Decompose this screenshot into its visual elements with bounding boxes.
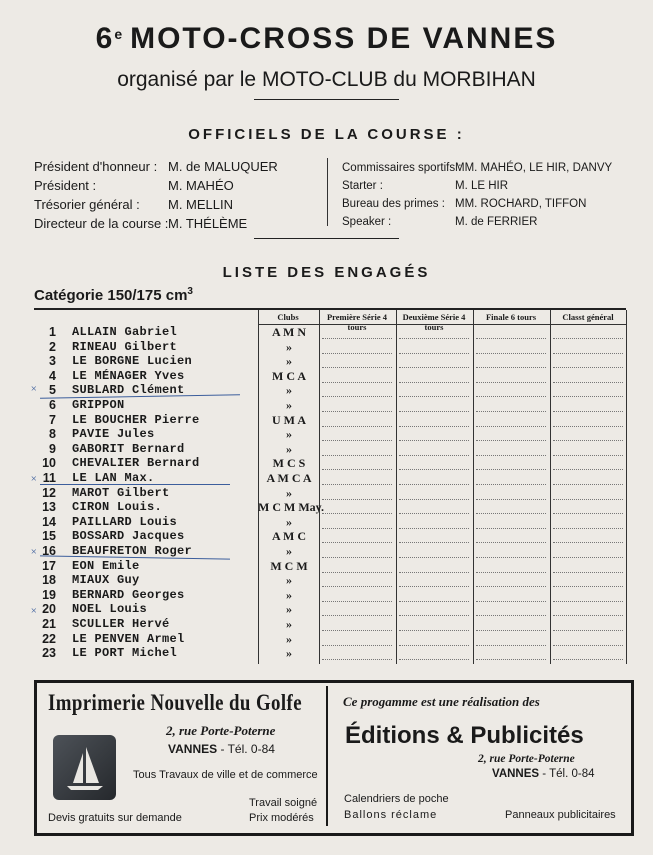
row-club: » bbox=[286, 617, 292, 631]
row-number: 17 bbox=[42, 559, 56, 573]
official-row bbox=[34, 195, 278, 214]
score-cell bbox=[476, 338, 546, 339]
official-label: Trésorier général : bbox=[34, 197, 140, 212]
column-header-clubs: Clubs bbox=[277, 312, 299, 322]
score-cell bbox=[476, 615, 546, 616]
row-number: 14 bbox=[42, 515, 56, 529]
row-number: 4 bbox=[49, 369, 56, 383]
row-name: BOSSARD Jacques bbox=[72, 529, 185, 543]
score-cell bbox=[322, 367, 392, 368]
row-name: PAILLARD Louis bbox=[72, 515, 178, 529]
score-cell bbox=[322, 411, 392, 412]
score-cell bbox=[553, 411, 623, 412]
row-name: LE PORT Michel bbox=[72, 646, 178, 660]
row-club: » bbox=[286, 340, 292, 354]
score-cell bbox=[553, 615, 623, 616]
row-name: MIAUX Guy bbox=[72, 573, 140, 587]
title-text: MOTO-CROSS DE VANNES bbox=[130, 22, 558, 55]
score-cell bbox=[553, 469, 623, 470]
score-cell bbox=[476, 396, 546, 397]
row-name: CHEVALIER Bernard bbox=[72, 456, 200, 470]
printer-name: Imprimerie Nouvelle du Golfe bbox=[48, 690, 303, 715]
table-top-rule bbox=[34, 308, 626, 310]
sailboat-icon bbox=[53, 735, 116, 800]
score-cell bbox=[553, 367, 623, 368]
editions-city-line bbox=[492, 768, 594, 780]
score-cell bbox=[399, 411, 469, 412]
table-row bbox=[0, 398, 653, 413]
table-row bbox=[0, 325, 653, 340]
score-cell bbox=[553, 630, 623, 631]
officiels-right bbox=[342, 159, 612, 231]
score-cell bbox=[322, 440, 392, 441]
score-cell bbox=[322, 513, 392, 514]
row-number: 3 bbox=[49, 354, 56, 368]
ink-mark: × bbox=[30, 546, 38, 558]
score-cell bbox=[399, 440, 469, 441]
official-value: M. MELLIN bbox=[168, 197, 234, 212]
table-row bbox=[0, 354, 653, 369]
row-club: M C S bbox=[272, 456, 306, 470]
official-label: Commissaires sportifs : bbox=[342, 162, 462, 174]
row-club: » bbox=[286, 646, 292, 660]
score-cell bbox=[476, 411, 546, 412]
row-club: M C M bbox=[270, 559, 308, 573]
official-label: Président d'honneur : bbox=[34, 159, 158, 174]
score-cell bbox=[553, 542, 623, 543]
score-cell bbox=[476, 367, 546, 368]
row-club: A M C A bbox=[266, 471, 312, 485]
row-number: 8 bbox=[49, 427, 56, 441]
score-cell bbox=[399, 615, 469, 616]
row-club: U M A bbox=[272, 413, 306, 427]
score-cell bbox=[553, 659, 623, 660]
subtitle-region: MORBIHAN bbox=[422, 68, 536, 91]
row-name: LE MÉNAGER Yves bbox=[72, 369, 185, 383]
score-cell bbox=[399, 659, 469, 660]
table-row bbox=[0, 486, 653, 501]
category-sup: 3 bbox=[187, 286, 193, 297]
column-header-classement: Classt général bbox=[562, 312, 614, 322]
score-cell bbox=[553, 440, 623, 441]
score-cell bbox=[476, 542, 546, 543]
row-number: 1 bbox=[49, 325, 56, 339]
edition-sup: e bbox=[114, 26, 125, 42]
official-row bbox=[34, 157, 278, 176]
table-row bbox=[0, 573, 653, 588]
score-cell bbox=[322, 484, 392, 485]
table-row bbox=[0, 500, 653, 515]
row-club: M C M May. bbox=[258, 500, 324, 514]
score-cell bbox=[322, 542, 392, 543]
row-name: ALLAIN Gabriel bbox=[72, 325, 178, 339]
row-name: BEAUFRETON Roger bbox=[72, 544, 193, 558]
edition-number: 6 bbox=[95, 22, 115, 55]
editions-city: VANNES bbox=[492, 768, 540, 780]
row-name: LE BORGNE Lucien bbox=[72, 354, 193, 368]
row-club: » bbox=[286, 632, 292, 646]
row-number: 18 bbox=[42, 573, 56, 587]
score-cell bbox=[553, 586, 623, 587]
page-title bbox=[0, 22, 653, 56]
score-cell bbox=[322, 659, 392, 660]
row-number: 6 bbox=[49, 398, 56, 412]
liste-heading: LISTE DES ENGAGÉS bbox=[222, 264, 431, 281]
table-row bbox=[0, 456, 653, 471]
score-cell bbox=[322, 557, 392, 558]
score-cell bbox=[399, 338, 469, 339]
column-header-serie2: Deuxième Série 4 tours bbox=[402, 312, 466, 332]
row-name: NOEL Louis bbox=[72, 602, 148, 616]
official-label: Speaker : bbox=[342, 216, 392, 228]
official-label: Starter : bbox=[342, 180, 383, 192]
printer-logo bbox=[53, 735, 116, 800]
score-cell bbox=[399, 557, 469, 558]
score-cell bbox=[399, 469, 469, 470]
row-club: » bbox=[286, 442, 292, 456]
official-label: Bureau des primes : bbox=[342, 198, 445, 210]
row-name: BERNARD Georges bbox=[72, 588, 185, 602]
official-value: M. LE HIR bbox=[455, 180, 509, 192]
row-name: RINEAU Gilbert bbox=[72, 340, 178, 354]
row-name: PAVIE Jules bbox=[72, 427, 155, 441]
table-row bbox=[0, 340, 653, 355]
row-name: LE LAN Max. bbox=[72, 471, 155, 485]
row-number: 22 bbox=[42, 632, 56, 646]
score-cell bbox=[399, 513, 469, 514]
row-name: LE BOUCHER Pierre bbox=[72, 413, 200, 427]
table-row bbox=[0, 427, 653, 442]
score-cell bbox=[399, 484, 469, 485]
row-name: MAROT Gilbert bbox=[72, 486, 170, 500]
strike-line bbox=[40, 484, 230, 485]
score-cell bbox=[476, 484, 546, 485]
divider-top bbox=[254, 99, 399, 100]
score-cell bbox=[322, 586, 392, 587]
score-cell bbox=[553, 484, 623, 485]
printer-quote: Devis gratuits sur demande bbox=[48, 812, 182, 824]
row-name: SUBLARD Clément bbox=[72, 383, 185, 397]
printer-city-line bbox=[168, 742, 275, 756]
table-row bbox=[0, 515, 653, 530]
official-value: M. THÉLÈME bbox=[168, 216, 248, 231]
officiels-separator bbox=[327, 158, 328, 226]
official-value: M. de MALUQUER bbox=[168, 159, 278, 174]
official-row bbox=[342, 213, 612, 231]
score-cell bbox=[322, 338, 392, 339]
row-club: » bbox=[286, 573, 292, 587]
official-value: MM. ROCHARD, TIFFON bbox=[455, 198, 587, 210]
row-name: LE PENVEN Armel bbox=[72, 632, 185, 646]
officiels-left bbox=[34, 157, 278, 233]
row-club: » bbox=[286, 515, 292, 529]
score-cell bbox=[476, 557, 546, 558]
row-name: EON Emile bbox=[72, 559, 140, 573]
ink-mark: × bbox=[30, 605, 38, 617]
row-number: 13 bbox=[42, 500, 56, 514]
score-cell bbox=[399, 630, 469, 631]
score-cell bbox=[399, 396, 469, 397]
table-row bbox=[0, 369, 653, 384]
row-number: 12 bbox=[42, 486, 56, 500]
table-row bbox=[0, 646, 653, 661]
score-cell bbox=[476, 659, 546, 660]
row-number: 15 bbox=[42, 529, 56, 543]
score-cell bbox=[322, 469, 392, 470]
editions-tel: - Tél. 0-84 bbox=[542, 768, 595, 780]
row-club: A M N bbox=[272, 325, 306, 339]
editions-name: Éditions & Publicités bbox=[345, 722, 584, 749]
divider-middle bbox=[254, 238, 399, 239]
row-name: GABORIT Bernard bbox=[72, 442, 185, 456]
row-number: 10 bbox=[42, 456, 56, 470]
subtitle bbox=[0, 68, 653, 92]
row-club: » bbox=[286, 383, 292, 397]
table-row bbox=[0, 559, 653, 574]
row-club: » bbox=[286, 588, 292, 602]
subtitle-prefix: organisé par le bbox=[117, 68, 262, 91]
row-number: 23 bbox=[42, 646, 56, 660]
editions-address: 2, rue Porte-Poterne bbox=[478, 753, 575, 765]
row-number: 7 bbox=[49, 413, 56, 427]
table-row bbox=[0, 602, 653, 617]
printer-services: Tous Travaux de ville et de commerce bbox=[133, 769, 318, 781]
score-cell bbox=[476, 513, 546, 514]
row-number: 9 bbox=[49, 442, 56, 456]
officiels-heading: OFFICIELS DE LA COURSE : bbox=[188, 126, 465, 143]
row-club: A M C bbox=[272, 529, 306, 543]
score-cell bbox=[322, 615, 392, 616]
score-cell bbox=[476, 469, 546, 470]
column-header-finale: Finale 6 tours bbox=[485, 312, 537, 322]
editions-item-2: Ballons réclame bbox=[344, 809, 438, 821]
row-club: » bbox=[286, 398, 292, 412]
score-cell bbox=[476, 630, 546, 631]
printer-tel: - Tél. 0-84 bbox=[220, 742, 275, 756]
official-row bbox=[342, 195, 612, 213]
score-cell bbox=[553, 513, 623, 514]
row-number: 16 bbox=[42, 544, 56, 558]
editions-tagline: Ce progamme est une réalisation des bbox=[343, 694, 540, 709]
subtitle-du: du bbox=[387, 68, 423, 91]
row-number: 21 bbox=[42, 617, 56, 631]
official-value: MM. MAHÉO, LE HIR, DANVY bbox=[455, 162, 613, 174]
official-value: M. MAHÉO bbox=[168, 178, 234, 193]
score-cell bbox=[399, 542, 469, 543]
printer-address: 2, rue Porte-Poterne bbox=[166, 723, 276, 738]
table-row bbox=[0, 617, 653, 632]
ink-mark: × bbox=[30, 473, 38, 485]
table-row bbox=[0, 588, 653, 603]
editions-item-3: Panneaux publicitaires bbox=[505, 809, 616, 821]
score-cell bbox=[553, 396, 623, 397]
category-title bbox=[34, 286, 193, 304]
row-club: » bbox=[286, 486, 292, 500]
score-cell bbox=[553, 557, 623, 558]
row-club: » bbox=[286, 602, 292, 616]
score-cell bbox=[476, 586, 546, 587]
table-row bbox=[0, 632, 653, 647]
editions-item-1: Calendriers de poche bbox=[344, 793, 449, 805]
table-row bbox=[0, 442, 653, 457]
category-text: Catégorie 150/175 cm bbox=[34, 287, 188, 304]
advert-separator bbox=[326, 686, 328, 826]
official-row bbox=[342, 177, 612, 195]
score-cell bbox=[322, 630, 392, 631]
row-name: SCULLER Hervé bbox=[72, 617, 170, 631]
table-row bbox=[0, 529, 653, 544]
table-row bbox=[0, 413, 653, 428]
subtitle-club: MOTO-CLUB bbox=[261, 68, 388, 91]
printer-quality-1: Travail soigné bbox=[249, 797, 318, 809]
row-number: 19 bbox=[42, 588, 56, 602]
score-cell bbox=[399, 586, 469, 587]
row-club: M C A bbox=[272, 369, 306, 383]
printer-quality-2: Prix modérés bbox=[249, 812, 314, 824]
official-label: Président : bbox=[34, 178, 97, 193]
row-number: 11 bbox=[42, 471, 56, 485]
score-cell bbox=[476, 440, 546, 441]
printer-city: VANNES bbox=[168, 742, 218, 756]
column-header-serie1: Première Série 4 tours bbox=[326, 312, 388, 332]
row-name: GRIPPON bbox=[72, 398, 125, 412]
row-club: » bbox=[286, 354, 292, 368]
official-row bbox=[342, 159, 612, 177]
official-value: M. de FERRIER bbox=[455, 216, 538, 228]
official-label: Directeur de la course : bbox=[34, 216, 169, 231]
row-number: 5 bbox=[49, 383, 56, 397]
official-row bbox=[34, 214, 278, 233]
score-cell bbox=[553, 338, 623, 339]
row-number: 2 bbox=[49, 340, 56, 354]
row-club: » bbox=[286, 427, 292, 441]
row-club: » bbox=[286, 544, 292, 558]
score-cell bbox=[399, 367, 469, 368]
row-number: 20 bbox=[42, 602, 56, 616]
row-name: CIRON Louis. bbox=[72, 500, 163, 514]
ink-mark: × bbox=[30, 383, 38, 395]
score-cell bbox=[322, 396, 392, 397]
official-row bbox=[34, 176, 278, 195]
